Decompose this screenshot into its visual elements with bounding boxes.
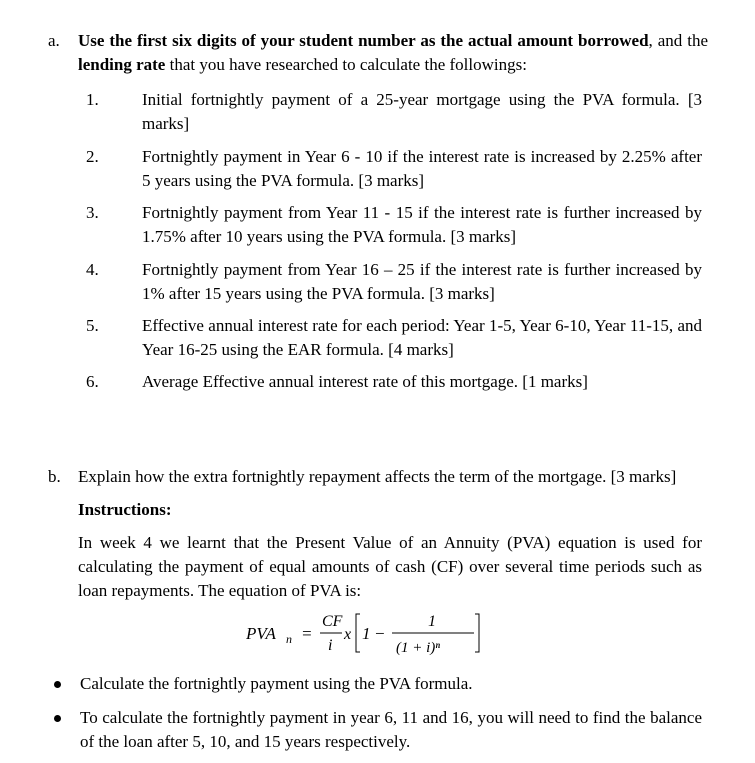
list-item-number: 5. xyxy=(86,316,99,335)
formula-frac-num: 1 xyxy=(428,613,436,630)
formula-cf: CF xyxy=(322,613,343,630)
bullet-text: To calculate the fortnightly payment in year 6, 11 and 16, you will need to find the balance of the loan after 5, 10, and 15 years respectively. xyxy=(80,708,702,751)
list-item-text: Initial fortnightly payment of a 25-year mortgage using the PVA formula. [3 marks] xyxy=(142,90,702,133)
list-item-text: Fortnightly payment from Year 16 – 25 if the interest rate is further increased by 1% after 15 years using the PVA formula. [3 marks] xyxy=(142,260,702,303)
part-b-marker: b. xyxy=(48,467,61,486)
list-item-number: 1. xyxy=(86,90,99,109)
part-a-intro-bold1: Use the first six digits of your student number as the actual amount borrowed xyxy=(78,31,649,50)
part-a-intro-mid: , and the xyxy=(648,31,708,50)
instructions-heading: Instructions: xyxy=(78,500,172,519)
instructions-paragraph: In week 4 we learnt that the Present Value of an Annuity (PVA) equation is used for calculating the payment of equal amounts of cash (CF) over several time periods such as loan repayments. The equation of PVA is: xyxy=(78,533,702,600)
list-item-text: Average Effective annual interest rate of this mortgage. [1 marks] xyxy=(142,372,588,391)
list-item-text: Fortnightly payment from Year 11 - 15 if the interest rate is further increased by 1.75% after 10 years using the PVA formula. [3 marks] xyxy=(142,203,702,246)
part-a-marker: a. xyxy=(48,31,60,50)
part-a-intro-bold2: lending rate xyxy=(78,55,166,74)
list-item-number: 2. xyxy=(86,147,99,166)
formula-minus: − xyxy=(374,624,386,643)
list-item-number: 6. xyxy=(86,372,99,391)
formula-left-bracket xyxy=(356,614,360,652)
formula-i: i xyxy=(328,637,333,654)
list-item-text: Effective annual interest rate for each period: Year 1-5, Year 6-10, Year 11-15, and Year 16-25 using the EAR formula. [4 marks] xyxy=(142,316,702,359)
part-a-intro-end: that you have researched to calculate the followings: xyxy=(165,55,527,74)
bullet-dot-icon xyxy=(54,681,61,688)
list-item-number: 4. xyxy=(86,260,99,279)
bullet-dot-icon xyxy=(54,715,61,722)
part-b-question: Explain how the extra fortnightly repayment affects the term of the mortgage. [3 marks] xyxy=(78,467,677,486)
formula-subscript: n xyxy=(286,632,292,646)
formula-equals: = xyxy=(301,624,313,643)
list-item-text: Fortnightly payment in Year 6 - 10 if the interest rate is increased by 2.25% after 5 years using the PVA formula. [3 marks] xyxy=(142,147,702,190)
formula-lhs: PVA xyxy=(246,624,276,643)
pva-formula xyxy=(246,606,506,658)
formula-right-bracket xyxy=(475,614,479,652)
formula-frac-den: (1 + i)ⁿ xyxy=(396,640,441,656)
bullet-text: Calculate the fortnightly payment using the PVA formula. xyxy=(80,674,473,693)
formula-times: x xyxy=(344,626,352,643)
formula-one: 1 xyxy=(362,624,371,643)
part-a-intro xyxy=(78,29,708,77)
list-item-number: 3. xyxy=(86,203,99,222)
